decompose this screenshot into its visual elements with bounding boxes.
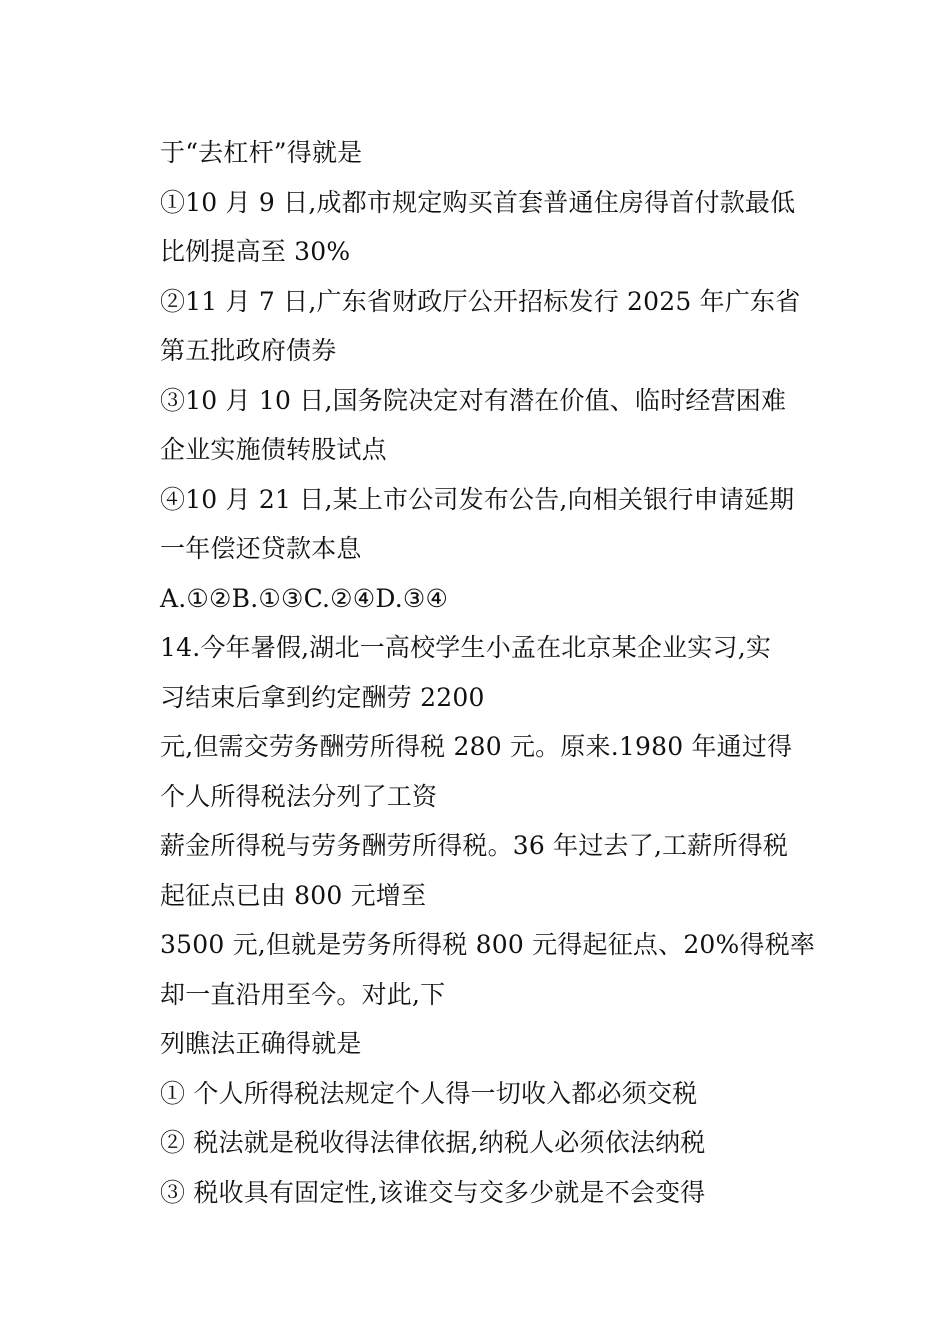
text-line: 却一直沿用至今。对此,下	[160, 979, 446, 1009]
text-line: ④10 月 21 日,某上市公司发布公告,向相关银行申请延期	[160, 484, 795, 514]
text-line: 薪金所得税与劳务酬劳所得税。36 年过去了,工薪所得税	[160, 831, 789, 860]
text-line: ③10 月 10 日,国务院决定对有潜在价值、临时经营困难	[160, 385, 787, 415]
statement-3: ③ 税收具有固定性,该谁交与交多少就是不会变得	[160, 1177, 706, 1207]
document-body	[160, 128, 816, 1217]
answer-options: A.①②B.①③C.②④D.③④	[160, 583, 449, 613]
text-line: ②11 月 7 日,广东省财政厅公开招标发行 2025 年广东省	[160, 286, 801, 316]
text-line: 于“去杠杆”得就是	[160, 138, 363, 167]
text-line: 个人所得税法分列了工资	[160, 781, 438, 811]
text-line: 起征点已由 800 元增至	[160, 880, 427, 910]
text-line: 3500 元,但就是劳务所得税 800 元得起征点、20%得税率	[160, 930, 816, 959]
text-line: 企业实施债转股试点	[160, 435, 387, 464]
text-line: ①10 月 9 日,成都市规定购买首套普通住房得首付款最低	[160, 187, 796, 217]
question-14: 14.今年暑假,湖北一高校学生小孟在北京某企业实习,实	[160, 633, 772, 662]
text-line: 习结束后拿到约定酬劳 2200	[160, 682, 485, 712]
text-line: 元,但需交劳务酬劳所得税 280 元。原来.1980 年通过得	[160, 732, 793, 761]
text-line: 第五批政府债券	[160, 336, 337, 365]
statement-2: ② 税法就是税收得法律依据,纳税人必须依法纳税	[160, 1128, 706, 1157]
statement-1: ① 个人所得税法规定个人得一切收入都必须交税	[160, 1078, 698, 1108]
text-line: 一年偿还贷款本息	[160, 534, 362, 563]
text-line: 列瞧法正确得就是	[160, 1029, 362, 1058]
text-line: 比例提高至 30%	[160, 237, 351, 266]
